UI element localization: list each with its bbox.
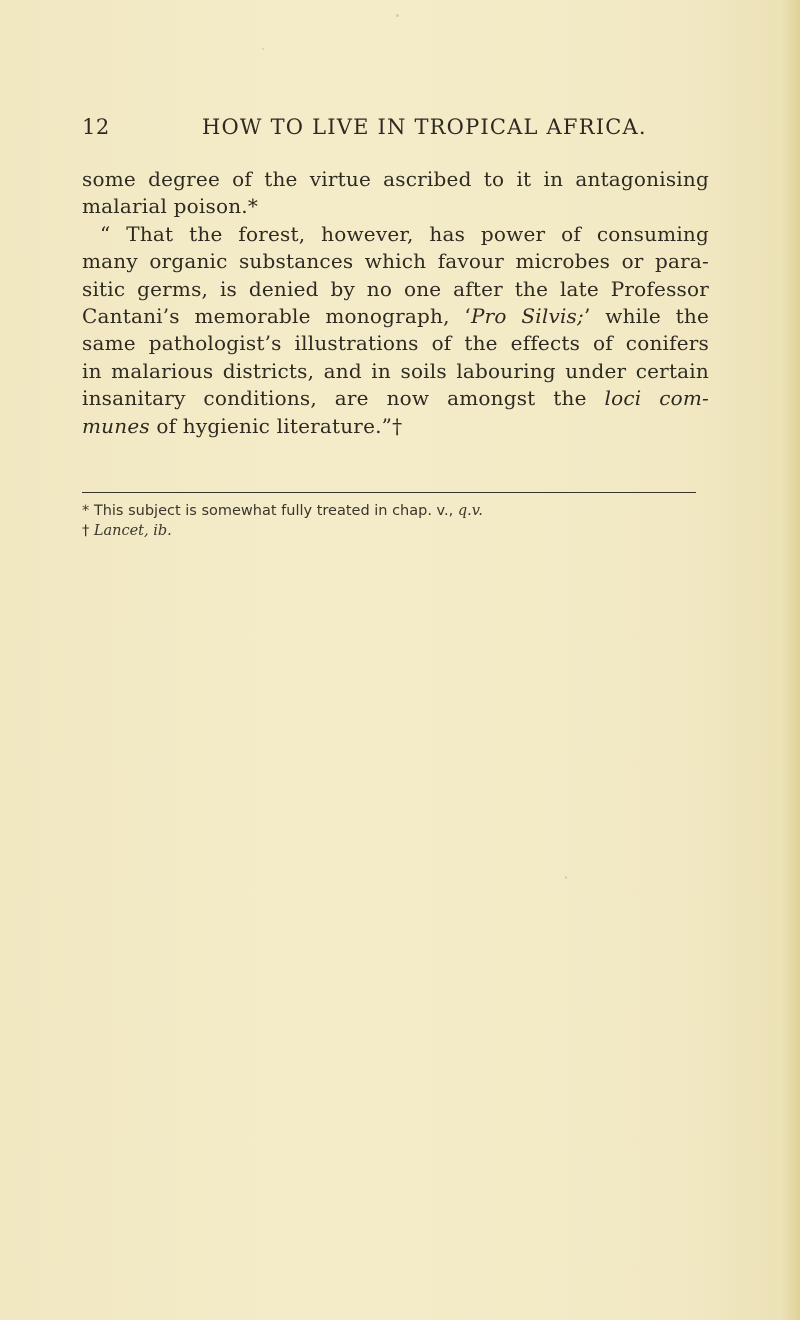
text-segment: insanitary conditions, are now amongst the [82,386,587,411]
text-line: in malarious districts, and in soils labouring under certain [82,358,709,383]
footnote-2 [82,521,702,541]
page-edge-shadow [782,0,800,1320]
italic-phrase: loci com- [604,386,709,411]
footnote-text: Lancet, ib. [93,523,172,539]
paper-speck [262,48,264,50]
text-line [82,385,709,412]
text-line: malarial poison.* [82,194,259,219]
body-paragraphs [82,166,709,440]
running-head: HOW TO LIVE IN TROPICAL AFRICA. [202,115,647,139]
text-line: some degree of the virtue ascribed to it in antagonising [82,167,709,191]
footnote-marker: † [82,523,90,539]
page-header [82,115,702,145]
footnote-1 [82,501,702,521]
paper-speck [396,14,399,17]
text-line [82,303,709,330]
text-segment: ’ while the [583,303,709,328]
text-line: many organic substances which favour microbes or para- [82,249,709,274]
page-number: 12 [82,115,110,139]
italic-title: Pro Silvis; [470,303,584,328]
footnote-text: This subject is somewhat fully treated in chap. v., [93,503,454,519]
text-segment: Cantani’s memorable monograph, ‘ [82,303,471,328]
footnote-rule [82,492,696,493]
text-segment: of hygienic literature.”† [156,413,403,438]
footnotes [82,501,702,541]
paper-speck [565,876,567,879]
footnote-marker: * [82,503,90,519]
text-line: sitic germs, is denied by no one after the late Professor [82,276,709,301]
text-line: “ That the forest, however, has power of consuming [100,221,709,246]
footnote-reference: q.v. [457,503,483,519]
text-line [82,413,709,440]
italic-phrase: munes [82,413,150,438]
text-line: same pathologist’s illustrations of the effects of conifers [82,331,709,356]
